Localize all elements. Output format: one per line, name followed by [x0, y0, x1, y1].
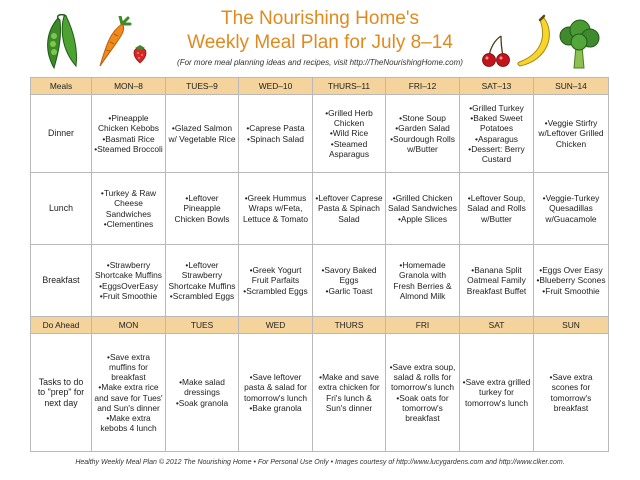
meal-cell [166, 173, 239, 245]
day-header: MON–8 [92, 78, 166, 95]
meal-item: • Sourdough Rolls w/Butter [388, 134, 457, 154]
meal-item-list [460, 193, 533, 224]
meal-item-list [92, 113, 165, 154]
page-note: (For more meal planning ideas and recipes, visit http://TheNourishingHome.com) [177, 58, 463, 67]
meal-cell [239, 95, 313, 173]
meal-item: • Make extra rice and save for Tues' and Sun's dinner [94, 382, 163, 413]
meal-item: • EggsOverEasy [94, 281, 163, 291]
meal-item-list [92, 260, 165, 301]
meal-item-list [460, 103, 533, 164]
meal-item-list [166, 377, 238, 408]
meal-item-list [386, 193, 459, 224]
meal-cell [460, 245, 534, 317]
meal-item: • Steamed Broccoli [94, 144, 163, 154]
meal-cell [534, 173, 609, 245]
do-ahead-cell [313, 334, 386, 452]
do-ahead-cell [386, 334, 460, 452]
meal-row-breakfast [31, 245, 609, 317]
day-header: FRI–12 [386, 78, 460, 95]
meal-item: • Pineapple Chicken Kebobs [94, 113, 163, 133]
meal-item-list [313, 108, 385, 159]
meal-row-label: Lunch [31, 173, 92, 245]
meal-item-list [166, 260, 238, 301]
meal-cell [460, 173, 534, 245]
meal-item: • Veggie Stirfry w/Leftover Grilled Chicken [536, 118, 606, 149]
meal-item: • Wild Rice [315, 128, 383, 138]
meal-item: • Leftover Soup, Salad and Rolls w/Butter [462, 193, 531, 224]
meal-item-list [92, 352, 165, 434]
meal-cell [460, 95, 534, 173]
meal-item: • Eggs Over Easy [536, 265, 606, 275]
meal-row-lunch [31, 173, 609, 245]
meal-row-label: Dinner [31, 95, 92, 173]
meal-cell [313, 245, 386, 317]
meal-item: • Make salad dressings [168, 377, 236, 397]
footer-credit: Healthy Weekly Meal Plan © 2012 The Nourishing Home • For Personal Use Only • Images courtesy of http://www.lucygardens.com and http://www.clker.com. [75, 459, 565, 466]
meal-cell [386, 173, 460, 245]
meal-item: • Grilled Chicken Salad Sandwiches [388, 193, 457, 213]
meal-cell [313, 95, 386, 173]
meal-item: • Save extra grilled turkey for tomorrow's lunch [462, 377, 531, 408]
meal-row-label: Breakfast [31, 245, 92, 317]
meal-item-list [239, 372, 312, 413]
meal-item-list [166, 193, 238, 224]
meal-item: • Leftover Pineapple Chicken Bowls [168, 193, 236, 224]
meal-item: • Savory Baked Eggs [315, 265, 383, 285]
meal-cell [92, 245, 166, 317]
meal-item-list [386, 362, 459, 423]
meal-item: • Save leftover pasta & salad for tomorrow's lunch [241, 372, 310, 403]
meal-item-list [239, 265, 312, 296]
meal-cell [313, 173, 386, 245]
meal-item-list [386, 260, 459, 301]
meal-item: • Steamed Asparagus [315, 139, 383, 159]
day-header: THURS–11 [313, 78, 386, 95]
day-header: SAT–13 [460, 78, 534, 95]
meal-cell [92, 95, 166, 173]
meal-item-list [386, 113, 459, 154]
page-title: The Nourishing Home's [221, 8, 419, 29]
meal-item: • Scrambled Eggs [241, 286, 310, 296]
day-header: SUN–14 [534, 78, 609, 95]
meal-item: • Save extra muffins for breakfast [94, 352, 163, 383]
meal-item: • Dessert: Berry Custard [462, 144, 531, 164]
meal-item: • Homemade Granola with Fresh Berries & Almond Milk [388, 260, 457, 301]
page-subtitle-date: Weekly Meal Plan for July 8–14 [187, 32, 453, 53]
meal-item: • Baked Sweet Potatoes [462, 113, 531, 133]
meal-item-list [239, 123, 312, 143]
meal-item-list [313, 265, 385, 296]
meal-item-list [239, 193, 312, 224]
meal-item: • Veggie-Turkey Quesadillas w/Guacamole [536, 193, 606, 224]
meal-item: • Clementines [94, 219, 163, 229]
meal-item: • Blueberry Scones [536, 275, 606, 285]
meal-item: • Strawberry Shortcake Muffins [94, 260, 163, 280]
meal-item: • Leftover Caprese Pasta & Spinach Salad [315, 193, 383, 224]
meals-corner-label: Meals [31, 78, 92, 95]
meal-item: • Greek Yogurt Fruit Parfaits [241, 265, 310, 285]
meal-item: • Scrambled Eggs [168, 291, 236, 301]
meal-item: • Caprese Pasta [241, 123, 310, 133]
meal-item-list [534, 118, 608, 149]
meal-item: • Leftover Strawberry Shortcake Muffins [168, 260, 236, 291]
meal-cell [386, 245, 460, 317]
do-ahead-cell [92, 334, 166, 452]
meal-plan-table [30, 77, 609, 452]
day-header: TUES–9 [166, 78, 239, 95]
do-ahead-day-header: SUN [534, 317, 609, 334]
do-ahead-day-header: FRI [386, 317, 460, 334]
meal-item: • Save extra soup, salad & rolls for tomorrow's lunch [388, 362, 457, 393]
do-ahead-day-header: MON [92, 317, 166, 334]
meal-item: • Greek Hummus Wraps w/Feta, Lettuce & Tomato [241, 193, 310, 224]
meal-cell [92, 173, 166, 245]
meal-cell [239, 245, 313, 317]
meal-row-dinner [31, 95, 609, 173]
meal-cell [239, 173, 313, 245]
meal-item-list [460, 377, 533, 408]
do-ahead-row [31, 334, 609, 452]
do-ahead-cell [460, 334, 534, 452]
meal-item: • Basmati Rice [94, 134, 163, 144]
do-ahead-corner-label: Do Ahead [31, 317, 92, 334]
do-ahead-day-header: SAT [460, 317, 534, 334]
meal-item-list [534, 372, 608, 413]
meal-item: • Fruit Smoothie [536, 286, 606, 296]
do-ahead-day-header: WED [239, 317, 313, 334]
meal-item-list [92, 188, 165, 229]
meal-item-list [534, 265, 608, 296]
meal-item: • Fruit Smoothie [94, 291, 163, 301]
meal-item: • Stone Soup [388, 113, 457, 123]
meal-item-list [166, 123, 238, 143]
do-ahead-cell [239, 334, 313, 452]
meal-item: • Make and save extra chicken for Fri's lunch & Sun's dinner [315, 372, 383, 413]
day-header: WED–10 [239, 78, 313, 95]
meal-item-list [460, 265, 533, 296]
meal-item: • Grilled Turkey [462, 103, 531, 113]
meal-cell [534, 245, 609, 317]
meal-item: • Turkey & Raw Cheese Sandwiches [94, 188, 163, 219]
meal-item: • Bake granola [241, 403, 310, 413]
meal-item: • Banana Split Oatmeal Family Breakfast Buffet [462, 265, 531, 296]
meal-item: • Spinach Salad [241, 134, 310, 144]
meal-item: • Soak oats for tomorrow's breakfast [388, 393, 457, 424]
meal-item-list [313, 372, 385, 413]
do-ahead-cell [534, 334, 609, 452]
meal-item: • Glazed Salmon w/ Vegetable Rice [168, 123, 236, 143]
meal-item: • Apple Slices [388, 214, 457, 224]
meals-header-row [31, 78, 609, 95]
meal-item: • Grilled Herb Chicken [315, 108, 383, 128]
do-ahead-cell [166, 334, 239, 452]
meal-item: • Garlic Toast [315, 286, 383, 296]
meal-cell [534, 95, 609, 173]
page-header [0, 0, 640, 78]
meal-item-list [313, 193, 385, 224]
meal-item: • Save extra scones for tomorrow's breakfast [536, 372, 606, 413]
meal-item: • Make extra kebobs 4 lunch [94, 413, 163, 433]
meal-item-list [534, 193, 608, 224]
meal-cell [386, 95, 460, 173]
do-ahead-row-label: Tasks to do to "prep" for next day [31, 334, 92, 452]
meal-item: • Asparagus [462, 134, 531, 144]
do-ahead-day-header: THURS [313, 317, 386, 334]
meal-cell [166, 95, 239, 173]
meal-item: • Garden Salad [388, 123, 457, 133]
do-ahead-day-header: TUES [166, 317, 239, 334]
do-ahead-header-row [31, 317, 609, 334]
meal-item: • Soak granola [168, 398, 236, 408]
meal-cell [166, 245, 239, 317]
